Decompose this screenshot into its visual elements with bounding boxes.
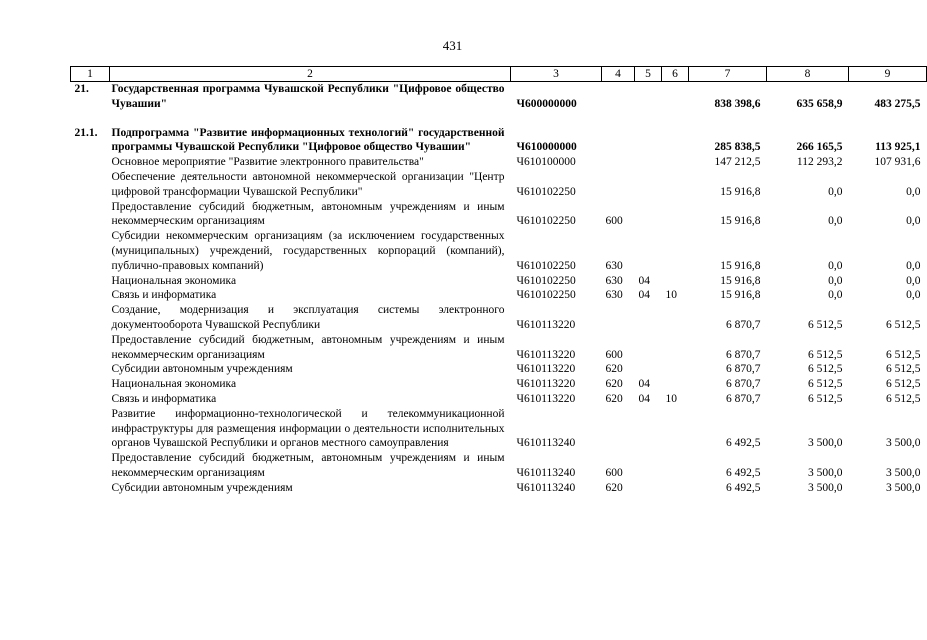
section-code — [635, 229, 662, 273]
row-name: Национальная экономика — [111, 378, 237, 391]
expense-type-code: 620 — [605, 481, 623, 494]
amount-col-7: 6 492,5 — [726, 466, 761, 479]
row-name: Субсидии автономным учреждениям — [111, 481, 293, 494]
section-code — [635, 451, 662, 481]
target-article-code: Ч610102250 — [516, 289, 576, 302]
amount-col-9: 107 931,6 — [874, 156, 921, 169]
row-number — [71, 200, 110, 230]
column-header: 7 — [689, 67, 767, 82]
expense-type-code — [602, 82, 635, 112]
column-header: 4 — [602, 67, 635, 82]
target-article-code: Ч610000000 — [516, 141, 577, 154]
page-number: 431 — [442, 38, 463, 53]
target-article-code: Ч610113240 — [516, 481, 576, 494]
row-number — [71, 274, 110, 289]
row-name: Создание, модернизация и эксплуатация системы электронного документооборота Чувашской Республики — [111, 304, 505, 331]
row-name: Связь и информатика — [111, 289, 217, 302]
column-header: 8 — [767, 67, 849, 82]
row-name: Предоставление субсидий бюджетным, автономным учреждениям и иным некоммерческим организациям — [111, 452, 505, 479]
section-code: 04 — [638, 392, 650, 405]
subsection-code — [662, 126, 689, 156]
amount-col-8: 6 512,5 — [808, 318, 843, 331]
amount-col-8: 3 500,0 — [808, 466, 843, 479]
amount-col-7: 6 870,7 — [726, 363, 761, 376]
row-name: Предоставление субсидий бюджетным, автономным учреждениям и иным некоммерческим организациям — [111, 200, 505, 228]
target-article-code: Ч610113220 — [516, 392, 576, 405]
amount-col-7: 6 870,7 — [726, 378, 761, 391]
table-row — [71, 481, 927, 496]
section-code — [635, 155, 662, 170]
amount-col-8: 0,0 — [828, 289, 843, 302]
column-header: 2 — [110, 67, 511, 82]
subsection-code — [662, 481, 689, 496]
section-code — [635, 407, 662, 451]
row-number — [71, 407, 110, 451]
section-code — [635, 170, 662, 200]
subsection-code — [662, 407, 689, 451]
amount-col-9: 113 925,1 — [875, 141, 921, 154]
amount-col-8: 3 500,0 — [808, 481, 843, 494]
table-body — [71, 82, 927, 496]
section-code — [635, 362, 662, 377]
target-article-code: Ч610100000 — [516, 156, 576, 169]
row-number: 21.1. — [74, 126, 98, 139]
column-header: 3 — [511, 67, 602, 82]
row-name: Основное мероприятие "Развитие электронного правительства" — [111, 156, 424, 169]
amount-col-8: 0,0 — [828, 215, 843, 228]
expense-type-code: 600 — [605, 348, 623, 361]
amount-col-9: 3 500,0 — [886, 437, 921, 450]
row-number — [71, 481, 110, 496]
expense-type-code: 630 — [605, 274, 623, 287]
expense-type-code — [602, 170, 635, 200]
amount-col-9: 6 512,5 — [886, 392, 921, 405]
target-article-code: Ч610113220 — [516, 348, 576, 361]
section-code — [635, 333, 662, 363]
amount-col-9: 6 512,5 — [886, 363, 921, 376]
spacer-row — [71, 112, 927, 126]
table-row — [71, 274, 927, 289]
budget-table — [70, 66, 927, 496]
row-number — [71, 392, 110, 407]
amount-col-7: 147 212,5 — [714, 156, 761, 169]
row-name: Обеспечение деятельности автономной некоммерческой организации "Центр цифровой трансформации Чувашской Республики" — [111, 170, 505, 198]
expense-type-code: 620 — [605, 378, 623, 391]
amount-col-7: 6 492,5 — [726, 481, 761, 494]
column-number-header-row — [71, 67, 927, 82]
row-number — [71, 377, 110, 392]
amount-col-7: 6 870,7 — [726, 318, 761, 331]
amount-col-7: 6 870,7 — [726, 348, 761, 361]
column-header: 1 — [71, 67, 110, 82]
row-number — [71, 333, 110, 363]
expense-type-code: 600 — [605, 466, 623, 479]
row-number — [71, 229, 110, 273]
table-row — [71, 155, 927, 170]
table-row — [71, 303, 927, 333]
expense-type-code — [602, 126, 635, 156]
subsection-code — [662, 274, 689, 289]
subsection-code — [662, 82, 689, 112]
subsection-code: 10 — [665, 392, 677, 405]
section-code — [635, 481, 662, 496]
amount-col-9: 3 500,0 — [886, 466, 921, 479]
amount-col-8: 112 293,2 — [796, 156, 843, 169]
table-row — [71, 170, 927, 200]
table-row — [71, 82, 927, 112]
expense-type-code — [602, 303, 635, 333]
amount-col-8: 0,0 — [828, 274, 843, 287]
amount-col-8: 0,0 — [828, 259, 843, 272]
subsection-code — [662, 377, 689, 392]
table-row — [71, 200, 927, 230]
row-name: Национальная экономика — [111, 274, 237, 287]
row-number — [71, 451, 110, 481]
table-row — [71, 392, 927, 407]
section-code: 04 — [638, 378, 650, 391]
target-article-code: Ч610113220 — [516, 378, 576, 391]
subsection-code — [662, 170, 689, 200]
expense-type-code: 620 — [605, 363, 623, 376]
amount-col-7: 6 492,5 — [726, 437, 761, 450]
expense-type-code — [602, 407, 635, 451]
amount-col-7: 15 916,8 — [720, 274, 761, 287]
subsection-code — [662, 333, 689, 363]
amount-col-8: 6 512,5 — [808, 363, 843, 376]
amount-col-9: 6 512,5 — [886, 348, 921, 361]
row-name: Подпрограмма "Развитие информационных технологий" государственной программы Чувашской Республики "Цифровое общество Чувашии" — [111, 126, 505, 154]
amount-col-8: 0,0 — [828, 185, 843, 198]
table-row — [71, 407, 927, 451]
subsection-code — [662, 229, 689, 273]
row-name: Развитие информационно-технологической и телекоммуникационной инфраструктуры для размещения информации о деятельности исполнительных органов Чувашской Республики и органов местного самоуправления — [111, 407, 505, 450]
amount-col-8: 3 500,0 — [808, 437, 843, 450]
expense-type-code: 600 — [605, 215, 623, 228]
amount-col-7: 15 916,8 — [720, 259, 761, 272]
section-code — [635, 200, 662, 230]
target-article-code: Ч600000000 — [516, 97, 577, 110]
amount-col-7: 15 916,8 — [720, 215, 761, 228]
row-number — [71, 155, 110, 170]
amount-col-8: 266 165,5 — [796, 141, 843, 154]
row-name: Связь и информатика — [111, 392, 217, 405]
amount-col-9: 0,0 — [906, 259, 921, 272]
amount-col-7: 15 916,8 — [720, 289, 761, 302]
target-article-code: Ч610113240 — [516, 437, 576, 450]
amount-col-9: 6 512,5 — [886, 378, 921, 391]
subsection-code — [662, 155, 689, 170]
expense-type-code: 620 — [605, 392, 623, 405]
target-article-code: Ч610102250 — [516, 215, 576, 228]
table-row — [71, 451, 927, 481]
section-code — [635, 126, 662, 156]
table-row — [71, 288, 927, 303]
amount-col-8: 6 512,5 — [808, 392, 843, 405]
subsection-code — [662, 451, 689, 481]
amount-col-7: 6 870,7 — [726, 392, 761, 405]
subsection-code — [662, 362, 689, 377]
target-article-code: Ч610102250 — [516, 185, 576, 198]
amount-col-9: 0,0 — [906, 274, 921, 287]
amount-col-8: 635 658,9 — [796, 97, 843, 110]
subsection-code — [662, 200, 689, 230]
table-row — [71, 362, 927, 377]
table-row — [71, 126, 927, 156]
section-code: 04 — [638, 274, 650, 287]
amount-col-9: 483 275,5 — [874, 97, 921, 110]
amount-col-8: 6 512,5 — [808, 348, 843, 361]
target-article-code: Ч610113240 — [516, 466, 576, 479]
row-number: 21. — [74, 83, 89, 95]
row-number — [71, 170, 110, 200]
expense-type-code: 630 — [605, 289, 623, 302]
amount-col-9: 6 512,5 — [886, 318, 921, 331]
row-number — [71, 288, 110, 303]
row-name: Субсидии некоммерческим организациям (за исключением государственных (муниципальных) учреждений, государственных корпораций (компаний), публично-правовых компаний) — [111, 230, 505, 272]
amount-col-9: 0,0 — [906, 289, 921, 302]
target-article-code: Ч610113220 — [516, 318, 576, 331]
amount-col-7: 285 838,5 — [714, 141, 761, 154]
amount-col-7: 838 398,6 — [714, 97, 761, 110]
section-code: 04 — [638, 289, 650, 302]
amount-col-7: 15 916,8 — [720, 185, 761, 198]
target-article-code: Ч610113220 — [516, 363, 576, 376]
amount-col-9: 3 500,0 — [886, 481, 921, 494]
amount-col-8: 6 512,5 — [808, 378, 843, 391]
amount-col-9: 0,0 — [906, 215, 921, 228]
spacer-cell — [71, 112, 927, 126]
column-header: 6 — [662, 67, 689, 82]
section-code — [635, 82, 662, 112]
row-name: Субсидии автономным учреждениям — [111, 363, 293, 376]
table-row — [71, 377, 927, 392]
amount-col-9: 0,0 — [906, 185, 921, 198]
subsection-code: 10 — [665, 289, 677, 302]
row-name: Государственная программа Чувашской Республики "Цифровое общество Чувашии" — [111, 83, 505, 110]
section-code — [635, 303, 662, 333]
row-number — [71, 362, 110, 377]
subsection-code — [662, 303, 689, 333]
column-header: 9 — [849, 67, 927, 82]
row-number — [71, 303, 110, 333]
expense-type-code: 630 — [605, 259, 623, 272]
column-header: 5 — [635, 67, 662, 82]
table-row — [71, 229, 927, 273]
table-row — [71, 333, 927, 363]
target-article-code: Ч610102250 — [516, 274, 576, 287]
row-name: Предоставление субсидий бюджетным, автономным учреждениям и иным некоммерческим организациям — [111, 333, 505, 361]
expense-type-code — [602, 155, 635, 170]
target-article-code: Ч610102250 — [516, 259, 576, 272]
